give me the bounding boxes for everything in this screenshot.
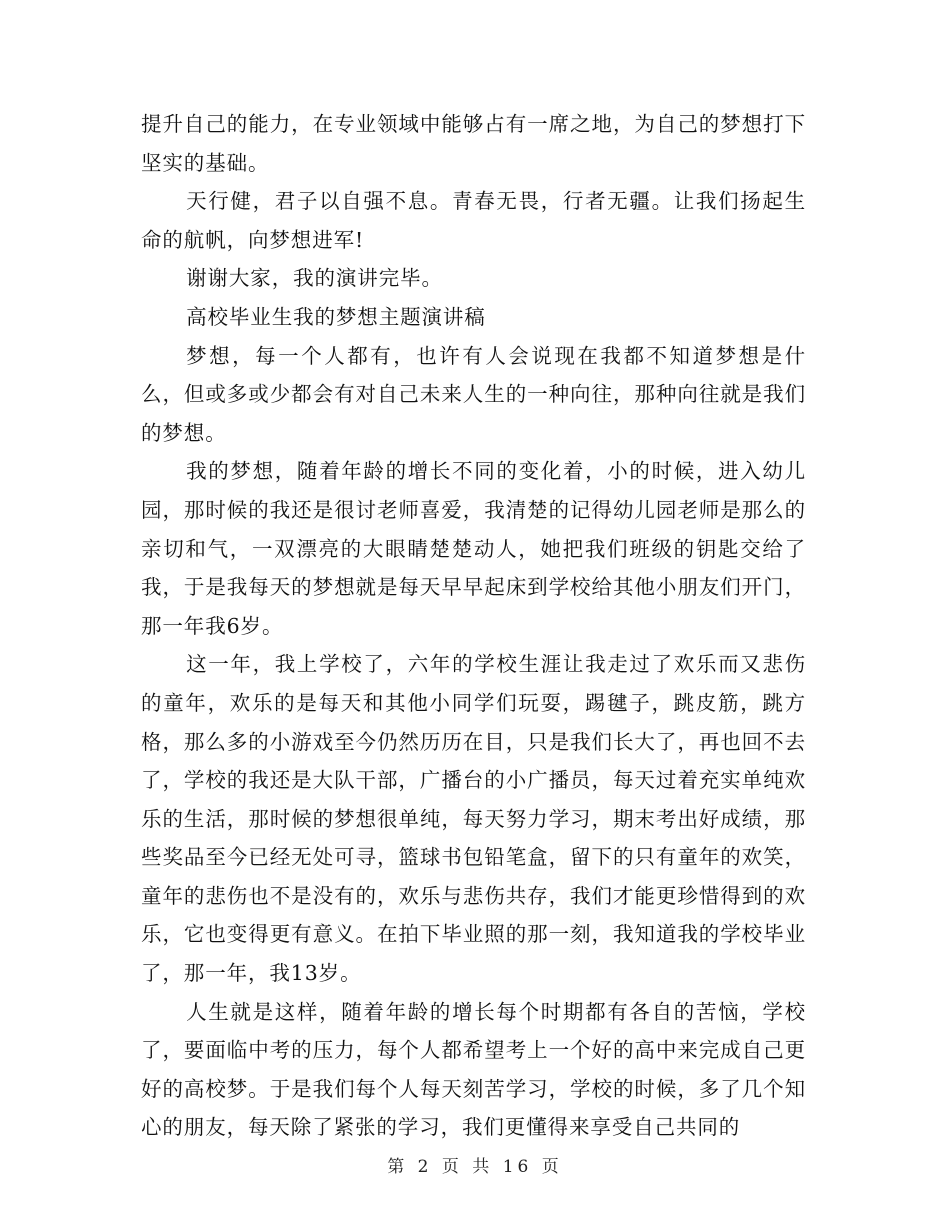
paragraph-7: 这一年，我上学校了，六年的学校生涯让我走过了欢乐而又悲伤的童年，欢乐的是每天和其他小同学们玩耍，踢毽子，跳皮筋，跳方格，那么多的小游戏至今仍然历历在目，只是我们长大了，再也回不去了，学校的我还是大队干部，广播台的小广播员，每天过着充实单纯欢乐的生活，那时候的梦想很单纯，每天努力学习，期末考出好成绩，那些奖品至今已经无处可寻，篮球书包铅笔盒，留下的只有童年的欢笑，童年的悲伤也不是没有的，欢乐与悲伤共存，我们才能更珍惜得到的欢乐，它也变得更有意义。在拍下毕业照的那一刻，我知道我的学校毕业了，那一年，我13岁。 bbox=[141, 652, 806, 986]
paragraph-3: 谢谢大家，我的演讲完毕。 bbox=[186, 266, 443, 291]
paragraph-6: 我的梦想，随着年龄的增长不同的变化着，小的时候，进入幼儿园，那时候的我还是很讨老师喜爱，我清楚的记得幼儿园老师是那么的亲切和气，一双漂亮的大眼睛楚楚动人，她把我们班级的钥匙交给了我，于是我每天的梦想就是每天早早起床到学校给其他小朋友们开门，那一年我6岁。 bbox=[141, 459, 806, 638]
paragraph-8: 人生就是这样，随着年龄的增长每个时期都有各自的苦恼，学校了，要面临中考的压力，每个人都希望考上一个好的高中来完成自己更好的高校梦。于是我们每个人每天刻苦学习，学校的时候，多了几个知心的朋友，每天除了紧张的学习，我们更懂得来享受自己共同的 bbox=[141, 999, 806, 1140]
paragraph-2: 天行健，君子以自强不息。青春无畏，行者无疆。让我们扬起生命的航帆，向梦想进军! bbox=[141, 189, 806, 252]
paragraph-5: 梦想，每一个人都有，也许有人会说现在我都不知道梦想是什么，但或多或少都会有对自己未来人生的一种向往，那种向往就是我们的梦想。 bbox=[141, 343, 806, 445]
document-body bbox=[141, 105, 806, 1147]
section-title: 高校毕业生我的梦想主题演讲稿 bbox=[186, 304, 486, 329]
paragraph-1: 提升自己的能力，在专业领域中能够占有一席之地，为自己的梦想打下坚实的基础。 bbox=[141, 112, 806, 175]
page-number-footer: 第 2 页 共 16 页 bbox=[387, 1157, 563, 1177]
